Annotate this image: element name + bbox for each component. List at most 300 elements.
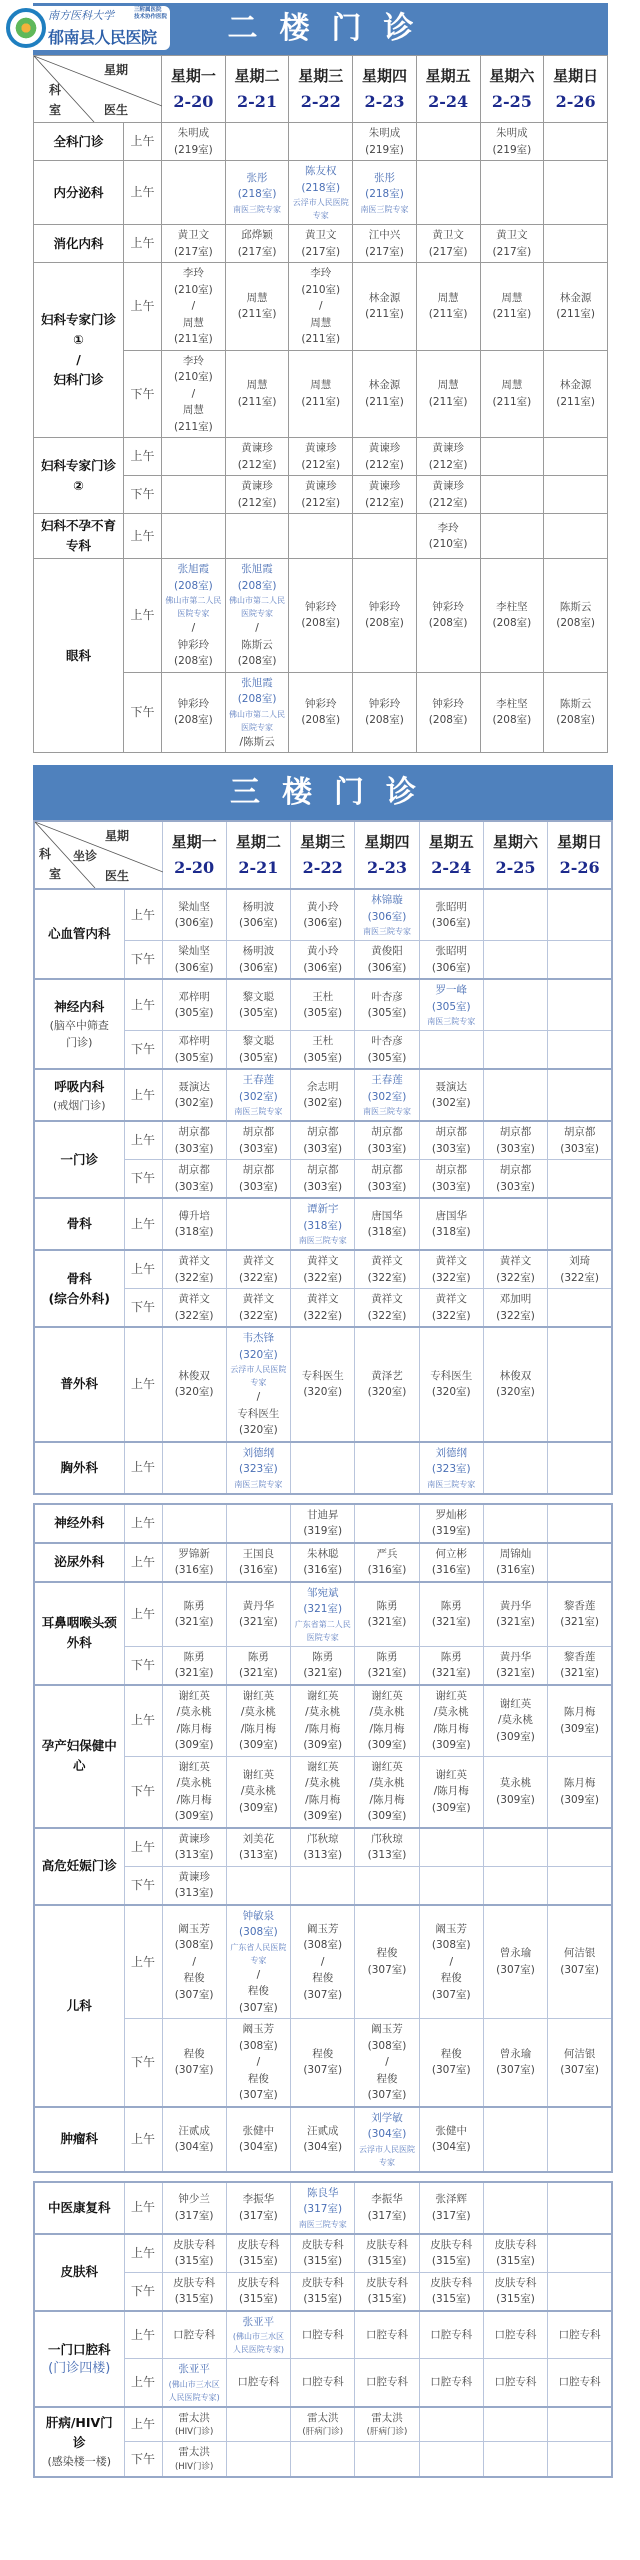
doctor-cell (291, 1069, 355, 1121)
expert-doctor: 谭新宇 (306, 1203, 339, 1215)
doctor-cell (226, 1442, 290, 1494)
doctor-cell (416, 438, 480, 476)
expert-doctor: 张旭霞 (241, 563, 273, 575)
doctor-cell (289, 476, 353, 514)
doctor-cell (544, 123, 608, 161)
doctor-cell (226, 2359, 290, 2407)
doctor-name: 李玲 (182, 267, 204, 279)
doctor-cell (226, 1866, 290, 1905)
department-name: 皮肤科 (60, 2264, 98, 2279)
room-number: (303室) (496, 1180, 535, 1193)
doctor-cell (480, 263, 544, 351)
doctor-cell (483, 2272, 547, 2311)
doctor-cell (289, 263, 353, 351)
doctor-cell (419, 1327, 483, 1442)
day-name: 星期一 (170, 66, 216, 85)
doctor-cell (483, 1160, 547, 1199)
session-label: 上午 (124, 2234, 162, 2273)
doctor-cell (544, 263, 608, 351)
doctor-cell (353, 123, 417, 161)
doctor-cell (548, 1160, 612, 1199)
doctor-cell (419, 1031, 483, 1070)
doctor-name: 谢红英 (242, 1689, 275, 1702)
doctor-cell (162, 1250, 226, 1289)
session-label: 下午 (124, 2019, 162, 2107)
doctor-name: 谢红英 (306, 1760, 339, 1773)
doctor-cell (162, 1582, 226, 1647)
schedule-row (34, 1582, 612, 1647)
doctor-name: 谢红英 (178, 1689, 210, 1702)
schedule-row (34, 1250, 612, 1289)
room-number: (309室) (431, 1739, 471, 1751)
department-name: 一门口腔科 (47, 2342, 111, 2357)
department-name: 妇科不孕不育 (40, 518, 116, 533)
room-number: (208室) (173, 655, 213, 667)
doctor-name: 周慧 (437, 379, 459, 392)
expert-doctor: 邹宛斌 (306, 1586, 339, 1599)
room-number: (211室) (173, 420, 213, 433)
doctor-cell (483, 979, 547, 1031)
room-number: (305室) (367, 1051, 407, 1064)
doctor-cell (483, 1685, 547, 1757)
doctor-cell (483, 2442, 547, 2477)
room-number: (322室) (174, 1309, 214, 1322)
doctor-name: 阚玉芳 (306, 1922, 339, 1935)
doctor-cell (162, 1543, 226, 1582)
doctor-name: 黄谏珍 (432, 480, 464, 492)
doctor-name: 口腔专科 (494, 2376, 537, 2388)
doctor-cell (226, 979, 290, 1031)
doctor-cell (162, 2272, 226, 2311)
expert-affiliation: 南医三院专家 (234, 1107, 283, 1116)
expert-doctor: 张彤 (373, 171, 395, 184)
doctor-cell (416, 123, 480, 161)
doctor-cell (353, 263, 417, 351)
doctor-cell (291, 1327, 355, 1442)
doctor-name: 莫永桃 (499, 1777, 532, 1789)
corner-dept: 科室 (48, 83, 61, 117)
doctor-name: /莫永桃 (240, 1785, 276, 1798)
day-name: 星期三 (300, 832, 346, 851)
doctor-name: 杨明波 (242, 945, 275, 957)
doctor-cell (480, 225, 544, 263)
doctor-name: 黄祥文 (178, 1293, 210, 1305)
session-label: 下午 (124, 1031, 162, 1070)
department-cell (34, 123, 124, 161)
doctor-cell (226, 1543, 290, 1582)
room-number: (313室) (303, 1849, 343, 1861)
schedule-row (34, 225, 608, 263)
day-header (544, 56, 608, 123)
doctor-cell (483, 2311, 547, 2359)
room-number: (317室) (174, 2209, 214, 2222)
day-date: 2-25 (491, 92, 532, 111)
doctor-cell (355, 1866, 419, 1905)
doctor-name: 黄卫文 (177, 229, 210, 241)
doctor-name: 阚玉芳 (242, 2023, 275, 2035)
doctor-name: 雷太洪 (371, 2411, 403, 2424)
doctor-cell (419, 1121, 483, 1160)
doctor-name: 阚玉芳 (371, 2023, 403, 2035)
doctor-cell (419, 1289, 483, 1328)
doctor-cell (162, 979, 226, 1031)
doctor-name: 甘迪昇 (306, 1508, 339, 1521)
doctor-name: 陈勇 (183, 1650, 205, 1663)
doctor-name: 黄谏珍 (178, 1832, 210, 1845)
doctor-cell (483, 1504, 547, 1543)
doctor-cell (480, 123, 544, 161)
doctor-cell (226, 1582, 290, 1647)
doctor-cell (226, 1905, 290, 2019)
room-number: (309室) (560, 1793, 599, 1806)
doctor-name: 林俊双 (178, 1369, 210, 1382)
room-number: (211室) (365, 308, 404, 321)
room-number: (305室) (174, 1051, 214, 1064)
doctor-cell (416, 559, 480, 673)
doctor-cell (419, 2107, 483, 2172)
corner-doctor: 医生 (104, 103, 129, 117)
room-number: (317室) (239, 2209, 278, 2222)
department-name: 神经外科 (54, 1515, 105, 1530)
department-cell (34, 161, 124, 225)
doctor-cell (483, 1543, 547, 1582)
session-label: 下午 (124, 1289, 162, 1328)
doctor-name: 胡京都 (563, 1126, 596, 1138)
doctor-name: / (191, 622, 196, 634)
logo-university: 南方医科大学 (48, 9, 114, 22)
day-header (416, 56, 480, 123)
schedule-row (34, 559, 608, 673)
expert-doctor: 张旭霞 (241, 676, 273, 689)
schedule-row (34, 1198, 612, 1250)
doctor-name: 黄祥文 (435, 1293, 468, 1305)
room-number: (307室) (560, 2064, 599, 2077)
corner-diagonal (35, 822, 162, 888)
schedule-row (34, 2107, 612, 2172)
doctor-name: /陈月梅 (176, 1722, 212, 1735)
doctor-cell (355, 1828, 419, 1867)
doctor-name: 胡京都 (435, 1126, 468, 1138)
room-number: (319室) (431, 1525, 471, 1537)
session-label: 上午 (124, 438, 162, 476)
doctor-cell (291, 1582, 355, 1647)
doctor-cell (162, 1685, 226, 1757)
room-number: (322室) (431, 1309, 471, 1322)
expert-doctor: (306室) (367, 910, 407, 923)
room-number: (208室) (301, 714, 341, 727)
doctor-name: 何立彬 (435, 1547, 468, 1560)
room-number: (208室) (365, 714, 404, 727)
doctor-name: /莫永桃 (433, 1706, 469, 1718)
doctor-cell (548, 2107, 612, 2172)
session-label: 上午 (124, 225, 162, 263)
doctor-name: 胡京都 (306, 1164, 339, 1176)
room-number: (309室) (367, 1739, 407, 1751)
doctor-cell (226, 2107, 290, 2172)
doctor-name: 周慧 (501, 379, 523, 392)
department-cell (34, 1504, 124, 1543)
doctor-name: /陈月梅 (176, 1793, 212, 1806)
expert-affiliation: 南医三院专家 (362, 927, 411, 936)
expert-doctor: 陈友权 (305, 165, 337, 177)
department-cell (34, 2107, 124, 2172)
doctor-name: 李玲 (310, 267, 332, 279)
doctor-name: 林金源 (559, 291, 592, 304)
doctor-name: 朱明成 (177, 127, 210, 139)
doctor-cell (355, 1756, 419, 1828)
doctor-name: 钟彩玲 (305, 600, 337, 613)
doctor-name: 口腔专科 (430, 2376, 473, 2388)
room-number: (208室) (428, 714, 468, 727)
room-number: (303室) (367, 1180, 407, 1193)
doctor-name: 胡京都 (371, 1126, 403, 1138)
doctor-cell (162, 438, 226, 476)
session-label: 上午 (124, 2107, 162, 2172)
session-label: 下午 (124, 2442, 162, 2477)
day-header (548, 821, 612, 889)
doctor-name: 黎文聪 (242, 1035, 275, 1047)
schedule-row (34, 2234, 612, 2273)
department-cell (34, 559, 124, 753)
doctor-cell (548, 1646, 612, 1685)
doctor-cell (548, 1828, 612, 1867)
expert-doctor: (321室) (303, 1603, 343, 1615)
doctor-cell (162, 2107, 226, 2172)
schedule-row (34, 1504, 612, 1543)
room-number: (303室) (303, 1180, 343, 1193)
room-number: (321室) (239, 1616, 278, 1628)
department-name: ① (73, 332, 84, 347)
room-number: (212室) (428, 458, 468, 471)
schedule-row (34, 2311, 612, 2359)
doctor-cell (355, 1646, 419, 1685)
doctor-cell (480, 559, 544, 673)
room-number: (219室) (173, 143, 213, 156)
doctor-cell (355, 1685, 419, 1757)
doctor-cell (291, 2359, 355, 2407)
session-label: 上午 (124, 2407, 162, 2442)
doctor-cell (226, 1646, 290, 1685)
expert-doctor: 罗一峰 (435, 984, 468, 996)
doctor-name: 钟彩玲 (177, 638, 210, 651)
doctor-name: 黄祥文 (499, 1255, 532, 1267)
department-name: 神经内科 (54, 999, 105, 1014)
department-name: 肿瘤科 (60, 2131, 98, 2146)
room-number: (304室) (239, 2141, 278, 2153)
room-number: (217室) (492, 245, 532, 258)
doctor-cell (162, 1121, 226, 1160)
schedule-row (34, 161, 608, 225)
doctor-name: 程俊 (247, 2072, 269, 2085)
doctor-name: 黄丹华 (499, 1650, 532, 1663)
room-number: (307室) (174, 1988, 214, 2001)
department-name: 专科 (65, 538, 91, 553)
room-number: (212室) (237, 458, 277, 471)
room-number: (307室) (303, 1988, 343, 2001)
doctor-cell (355, 1031, 419, 1070)
doctor-cell (226, 1327, 290, 1442)
room-number: (211室) (301, 333, 341, 345)
doctor-cell (225, 559, 289, 673)
doctor-cell (480, 350, 544, 438)
doctor-cell (483, 1442, 547, 1494)
expert-doctor: 刘德纲 (435, 1446, 468, 1459)
schedule-row (34, 1442, 612, 1494)
doctor-name: 陈斯云 (241, 638, 273, 651)
room-number: (318室) (174, 1226, 214, 1238)
doctor-name: 黄谏珍 (305, 480, 337, 492)
room-number: (306室) (303, 961, 343, 974)
doctor-name: 钟彩玲 (432, 697, 464, 710)
doctor-cell (419, 2182, 483, 2234)
room-number: (212室) (428, 496, 468, 509)
doctor-cell (291, 1121, 355, 1160)
doctor-cell (162, 1504, 226, 1543)
department-name: 骨科 (66, 1270, 92, 1286)
session-label: 上午 (124, 1069, 162, 1121)
doctor-name: 皮肤专科 (301, 2276, 344, 2289)
doctor-name: /陈月梅 (433, 1722, 469, 1735)
doctor-name: 程俊 (312, 1972, 334, 1984)
doctor-cell (355, 1504, 419, 1543)
doctor-name: 胡京都 (499, 1126, 532, 1138)
doctor-cell (353, 672, 417, 753)
department-note: (戒烟门诊) (52, 1098, 106, 1112)
doctor-cell (419, 889, 483, 941)
room-number: (217室) (365, 245, 404, 258)
doctor-cell (162, 263, 226, 351)
room-number: (322室) (496, 1271, 535, 1284)
doctor-cell (162, 1031, 226, 1070)
doctor-name: 周慧 (310, 379, 332, 392)
room-number: (320室) (496, 1386, 535, 1399)
expert-affiliation: 佛山市第二人民医院专家 (229, 596, 286, 618)
doctor-cell (355, 1327, 419, 1442)
room-number: (315室) (431, 2293, 471, 2305)
expert-doctor: 张亚平 (178, 2363, 210, 2375)
schedule-row (34, 123, 608, 161)
doctor-name: 陈勇 (376, 1599, 398, 1612)
doctor-cell (291, 941, 355, 980)
doctor-cell (226, 1289, 290, 1328)
doctor-cell (544, 672, 608, 753)
department-name: (综合外科) (48, 1290, 110, 1306)
room-number: (316室) (239, 1564, 278, 1576)
department-name: 眼科 (65, 647, 91, 663)
room-number: (217室) (237, 245, 277, 258)
doctor-name: 叶杏彦 (371, 1035, 403, 1047)
schedule-row (34, 1543, 612, 1582)
schedule-table (33, 820, 613, 1495)
expert-affiliation: 南医三院专家 (362, 1107, 411, 1116)
doctor-name: 罗锦新 (178, 1547, 210, 1560)
clinic-note: (肝病门诊) (302, 2427, 344, 2437)
doctor-cell (353, 438, 417, 476)
doctor-cell (544, 476, 608, 514)
doctor-name: / (191, 387, 196, 400)
expert-affiliation: 云浮市人民医院专家 (292, 198, 349, 220)
doctor-name: 黄祥文 (178, 1255, 210, 1267)
doctor-name: 谢红英 (371, 1689, 403, 1702)
floor-title: 二楼门诊 (33, 3, 608, 55)
expert-doctor: (318室) (303, 1219, 343, 1232)
logo-emblem-icon (6, 8, 46, 48)
room-number: (309室) (174, 1739, 214, 1751)
doctor-cell (162, 1327, 226, 1442)
doctor-name: 口腔专科 (430, 2328, 473, 2341)
schedule-row (34, 2407, 612, 2442)
expert-affiliation: 南医三院专家 (234, 1479, 283, 1489)
doctor-name: 程俊 (312, 2047, 334, 2060)
doctor-cell (548, 979, 612, 1031)
doctor-cell (291, 979, 355, 1031)
department-cell (34, 1905, 124, 2107)
doctor-name: 王杜 (312, 990, 334, 1003)
doctor-cell (544, 438, 608, 476)
doctor-cell (355, 1250, 419, 1289)
room-number: (208室) (301, 617, 341, 630)
doctor-name: 陈月梅 (563, 1706, 596, 1718)
corner-week: 星期 (105, 829, 130, 843)
doctor-name: 周慧 (310, 316, 332, 329)
doctor-cell (226, 2311, 290, 2359)
department-cell (34, 263, 124, 438)
doctor-cell (355, 1905, 419, 2019)
doctor-name: / (192, 1955, 196, 1968)
day-date: 2-21 (238, 858, 279, 877)
doctor-cell (416, 476, 480, 514)
department-name: 妇科专家门诊 (40, 457, 116, 473)
clinic-note: (HIV门诊) (174, 2427, 214, 2437)
room-number: (316室) (174, 1564, 214, 1576)
doctor-name: 周慧 (246, 379, 268, 392)
doctor-cell (291, 1685, 355, 1757)
doctor-cell (419, 2442, 483, 2477)
doctor-name: / (449, 1955, 454, 1968)
doctor-name: 黄泽艺 (371, 1369, 403, 1382)
session-label: 上午 (124, 1504, 162, 1543)
doctor-cell (419, 1543, 483, 1582)
doctor-cell (548, 2234, 612, 2273)
doctor-cell (162, 123, 226, 161)
session-label: 上午 (124, 559, 162, 673)
doctor-name: / (256, 1968, 261, 1981)
doctor-cell (419, 1198, 483, 1250)
expert-doctor: 张彤 (246, 171, 268, 184)
room-number: (305室) (303, 1007, 343, 1019)
expert-doctor: (320室) (239, 1348, 278, 1361)
room-number: (318室) (367, 1226, 407, 1238)
doctor-cell (225, 476, 289, 514)
doctor-cell (289, 225, 353, 263)
doctor-name: 黄俊阳 (371, 945, 403, 957)
day-date: 2-26 (559, 858, 600, 877)
expert-doctor: 钟敏泉 (242, 1909, 275, 1922)
doctor-name: 周慧 (182, 316, 204, 329)
doctor-cell (419, 1504, 483, 1543)
doctor-name: 陈勇 (440, 1599, 462, 1612)
room-number: (309室) (303, 1739, 343, 1751)
doctor-name: 黄谏珍 (241, 480, 273, 492)
doctor-name: 陈勇 (247, 1650, 269, 1663)
doctor-name: 曾永瑜 (499, 2047, 532, 2060)
doctor-cell (416, 514, 480, 559)
room-number: (317室) (431, 2209, 471, 2222)
doctor-cell (226, 1250, 290, 1289)
doctor-name: 口腔专科 (173, 2328, 216, 2341)
doctor-cell (548, 2311, 612, 2359)
department-cell (34, 1442, 124, 1494)
